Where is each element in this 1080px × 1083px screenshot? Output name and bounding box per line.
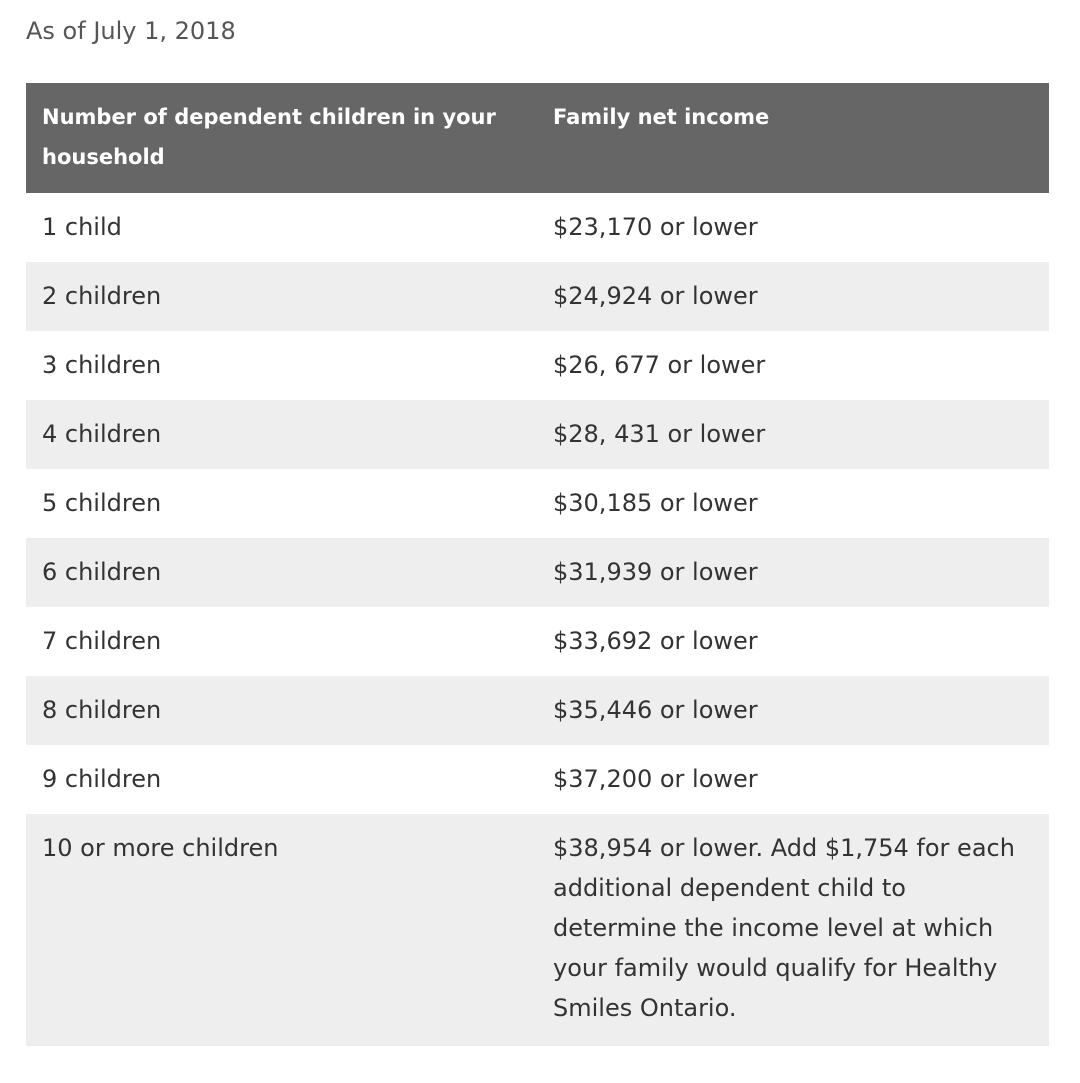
cell-income: $37,200 or lower <box>553 765 758 793</box>
table-row <box>26 538 1049 607</box>
cell-children: 10 or more children <box>42 834 279 862</box>
table-row <box>26 331 1049 400</box>
cell-children: 1 child <box>42 213 122 241</box>
cell-income: $33,692 or lower <box>553 627 758 655</box>
cell-children: 5 children <box>42 489 162 517</box>
cell-income: $28, 431 or lower <box>553 420 766 448</box>
cell-income: $30,185 or lower <box>553 489 758 517</box>
header-row <box>26 83 1049 193</box>
as-of-date: As of July 1, 2018 <box>26 17 236 45</box>
table-row <box>26 262 1049 331</box>
header-children: Number of dependent children in your household <box>42 105 496 169</box>
cell-income: $38,954 or lower. Add $1,754 for each additional dependent child to determine the income level at which your family would qualify for Healthy Smiles Ontario. <box>553 834 1015 1022</box>
cell-income: $26, 677 or lower <box>553 351 766 379</box>
page-content <box>26 0 1049 1022</box>
cell-children: 2 children <box>42 282 162 310</box>
table-row <box>26 193 1049 262</box>
table-row <box>26 607 1049 676</box>
cell-children: 3 children <box>42 351 162 379</box>
cell-income: $23,170 or lower <box>553 213 758 241</box>
cell-children: 9 children <box>42 765 162 793</box>
income-table <box>26 83 1049 1046</box>
header-income: Family net income <box>553 105 770 129</box>
table-row <box>26 814 1049 1046</box>
table-row <box>26 400 1049 469</box>
table-header <box>26 83 1049 193</box>
cell-income: $24,924 or lower <box>553 282 758 310</box>
cell-children: 7 children <box>42 627 162 655</box>
table-row <box>26 676 1049 745</box>
cell-children: 4 children <box>42 420 162 448</box>
cell-children: 8 children <box>42 696 162 724</box>
table-row <box>26 469 1049 538</box>
table-row <box>26 745 1049 814</box>
table-body <box>26 193 1049 1046</box>
cell-income: $31,939 or lower <box>553 558 758 586</box>
cell-income: $35,446 or lower <box>553 696 758 724</box>
cell-children: 6 children <box>42 558 162 586</box>
